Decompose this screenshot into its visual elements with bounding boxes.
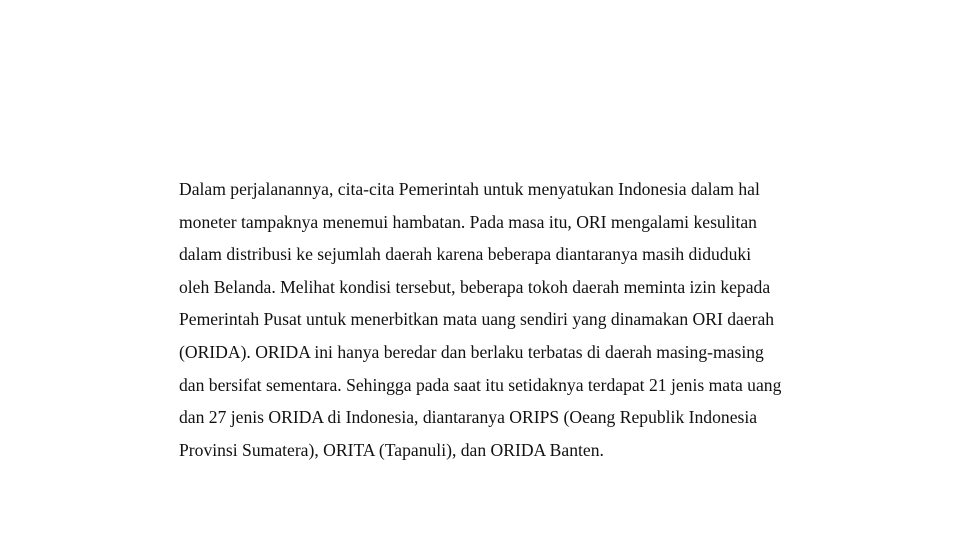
paragraph-line: Pemerintah Pusat untuk menerbitkan mata uang sendiri yang dinamakan ORI daerah bbox=[179, 309, 775, 330]
paragraph-line: moneter tampaknya menemui hambatan. Pada masa itu, ORI mengalami kesulitan bbox=[179, 211, 757, 232]
paragraph-line: Provinsi Sumatera), ORITA (Tapanuli), dan ORIDA Banten. bbox=[179, 439, 604, 460]
paragraph-line: oleh Belanda. Melihat kondisi tersebut, beberapa tokoh daerah meminta izin kepada bbox=[179, 276, 771, 297]
body-paragraph bbox=[179, 176, 839, 469]
paragraph-line: Dalam perjalanannya, cita-cita Pemerintah untuk menyatukan Indonesia dalam hal bbox=[179, 179, 760, 199]
paragraph-line: dan bersifat sementara. Sehingga pada saat itu setidaknya terdapat 21 jenis mata uang bbox=[179, 374, 782, 395]
paragraph-line: dan 27 jenis ORIDA di Indonesia, diantaranya ORIPS (Oeang Republik Indonesia bbox=[179, 407, 758, 428]
paragraph-line: (ORIDA). ORIDA ini hanya beredar dan berlaku terbatas di daerah masing-masing bbox=[179, 341, 764, 362]
paragraph-line: dalam distribusi ke sejumlah daerah karena beberapa diantaranya masih diduduki bbox=[179, 244, 752, 265]
